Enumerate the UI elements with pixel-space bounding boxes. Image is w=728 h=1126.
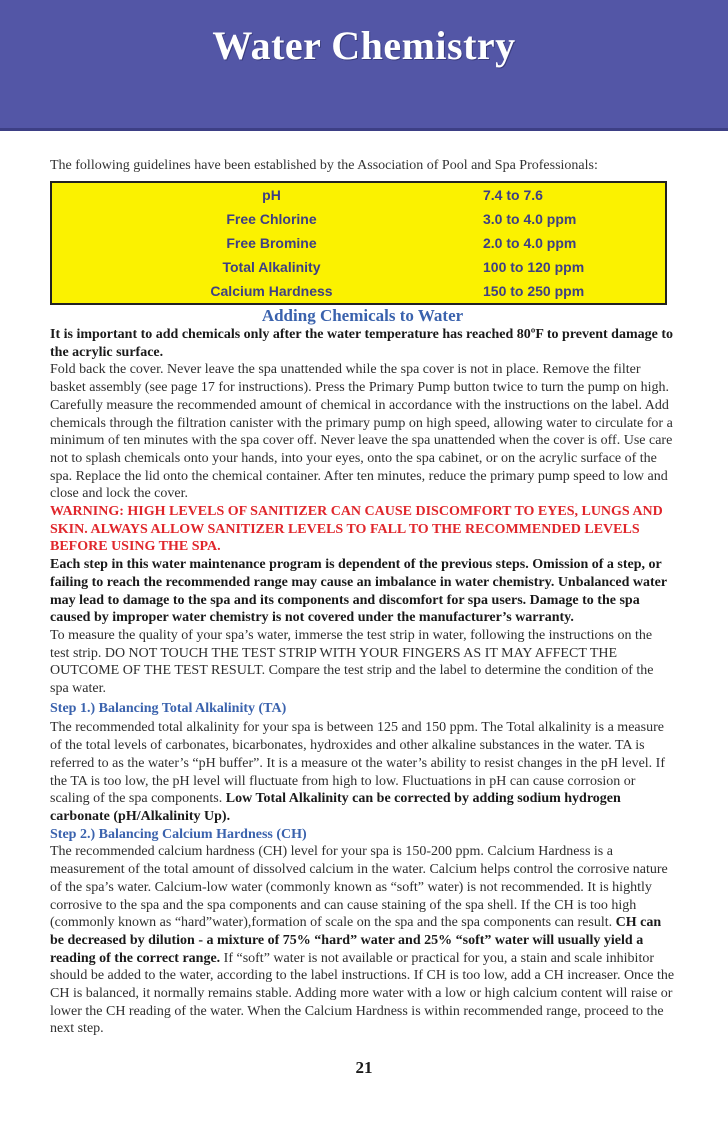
warning-paragraph: WARNING: HIGH LEVELS OF SANITIZER CAN CAUSE DISCOMFORT TO EYES, LUNGS AND SKIN. ALWAYS ALLOW SANITIZER LEVELS TO FALL TO THE RECOMMENDED LEVELS BEFORE USING THE SPA. — [50, 504, 663, 555]
step1-text: The recommended total alkalinity for your spa is between 125 and 150 ppm. The Total alkalinity is a measure of the total levels of carbonates, bicarbonates, hydroxides and other alkaline substances in the water. TA is referred to as the water’s “pH buffer”. It is a measure ot the water’s ability to resist changes in the pH level. If the TA is too low, the pH level will fluctuate from high to low. Fluctuations in pH can cause corrosion or scaling of the spa components. — [50, 720, 666, 807]
chemistry-parameter: Calcium Hardness — [210, 283, 333, 299]
intro-text: The following guidelines have been established by the Association of Pool and Spa Professionals: — [50, 158, 598, 173]
step2-text-b: If “soft” water is not available or practical for you, a stain and scale inhibitor should be added to the water, according to the label instructions. If CH is too low, add a CH increaser. Once the CH is balanced, it normally remains stable. Adding more water with a low or high calcium content will raise or lower the CH reading of the water. When the Calcium Hardness is within recommended range, proceed to the next step. — [50, 950, 675, 1037]
page-title: Water Chemistry — [212, 23, 516, 68]
page-number: 21 — [355, 1058, 373, 1077]
step2-text-a: The recommended calcium hardness (CH) level for your spa is 150-200 ppm. Calcium Hardness is a measurement of the total amount of dissolved calcium in the water. Calcium helps control the corrosive nature of the spa’s water. Calcium-low water (commonly known as “soft” water) is not recommended. It is hightly corrosive to the spa and the spa components and can cause staining of the spa shell. If the CH is too high (commonly known as “hard”water),formation of scale on the spa and the spa components can result. — [50, 844, 668, 931]
chemistry-row — [51, 279, 666, 304]
chemistry-parameter: Total Alkalinity — [222, 259, 321, 275]
instructions-paragraph: Fold back the cover. Never leave the spa unattended while the spa cover is not in place. Remove the filter basket assembly (see page 17 for instructions). Press the Primary Pump button twice to turn the pump on high. Carefully measure the recommended amount of chemical in accordance with the instructions on the label. Add chemicals through the filtration canister with the primary pump on high speed, allowing water to circulate for a minimum of ten minutes with the spa cover off. Never leave the spa unattended when the cover is off. Use care not to splash chemicals onto your hands, into your eyes, onto the spa cabinet, or on the acrylic surface of the spa. Replace the lid onto the chemical container. After ten minutes, reduce the primary pump speed to low and close and lock the cover. — [50, 362, 673, 502]
chemistry-row — [51, 207, 666, 231]
step1-bold: Low Total Alkalinity can be corrected by adding sodium hydrogen carbonate (pH/Alkalinity Up). — [50, 791, 621, 824]
chemistry-range: 150 to 250 ppm — [483, 283, 585, 299]
measure-paragraph: To measure the quality of your spa’s water, immerse the test strip in water, following the instructions on the test strip. DO NOT TOUCH THE TEST STRIP WITH YOUR FINGERS AS IT MAY AFFECT THE OUTCOME OF THE TEST RESULT. Compare the test strip and the label to determine the condition of the spa water. — [50, 627, 654, 697]
step2-bold: CH can be decreased by dilution - a mixture of 75% “hard” water and 25% “soft” water will usually yield a reading of the correct range. — [50, 915, 662, 966]
step1-paragraph — [50, 719, 675, 825]
chemistry-range: 100 to 120 ppm — [483, 259, 585, 275]
important-note: It is important to add chemicals only after the water temperature has reached 80ºF to prevent damage to the acrylic surface. — [50, 327, 673, 360]
chemistry-parameter: Free Bromine — [226, 235, 317, 251]
chemistry-row — [51, 255, 666, 279]
steps-note-paragraph: Each step in this water maintenance program is dependent of the previous steps. Omission of a step, or failing to reach the recommended range may cause an imbalance in water chemistry. Unbalanced water may lead to damage to the spa and its components and discomfort for spa users. Damage to the spa caused by improper water chemistry is not covered under the manufacturer’s warranty. — [50, 557, 667, 626]
page-header — [0, 0, 728, 131]
chemistry-row — [51, 231, 666, 255]
chemistry-guidelines-table — [50, 181, 667, 305]
step2-title: Step 2.) Balancing Calcium Hardness (CH) — [50, 826, 307, 842]
step1-title: Step 1.) Balancing Total Alkalinity (TA) — [50, 700, 287, 716]
chemistry-parameter: pH — [262, 187, 281, 203]
section-title-adding-chemicals: Adding Chemicals to Water — [261, 306, 464, 325]
chemistry-range: 2.0 to 4.0 ppm — [483, 235, 577, 251]
chemistry-row — [51, 182, 666, 207]
chemistry-range: 7.4 to 7.6 — [483, 187, 543, 203]
chemistry-parameter: Free Chlorine — [226, 211, 317, 227]
main-content — [50, 305, 675, 1038]
chemistry-range: 3.0 to 4.0 ppm — [483, 211, 577, 227]
step2-paragraph — [50, 843, 675, 1038]
